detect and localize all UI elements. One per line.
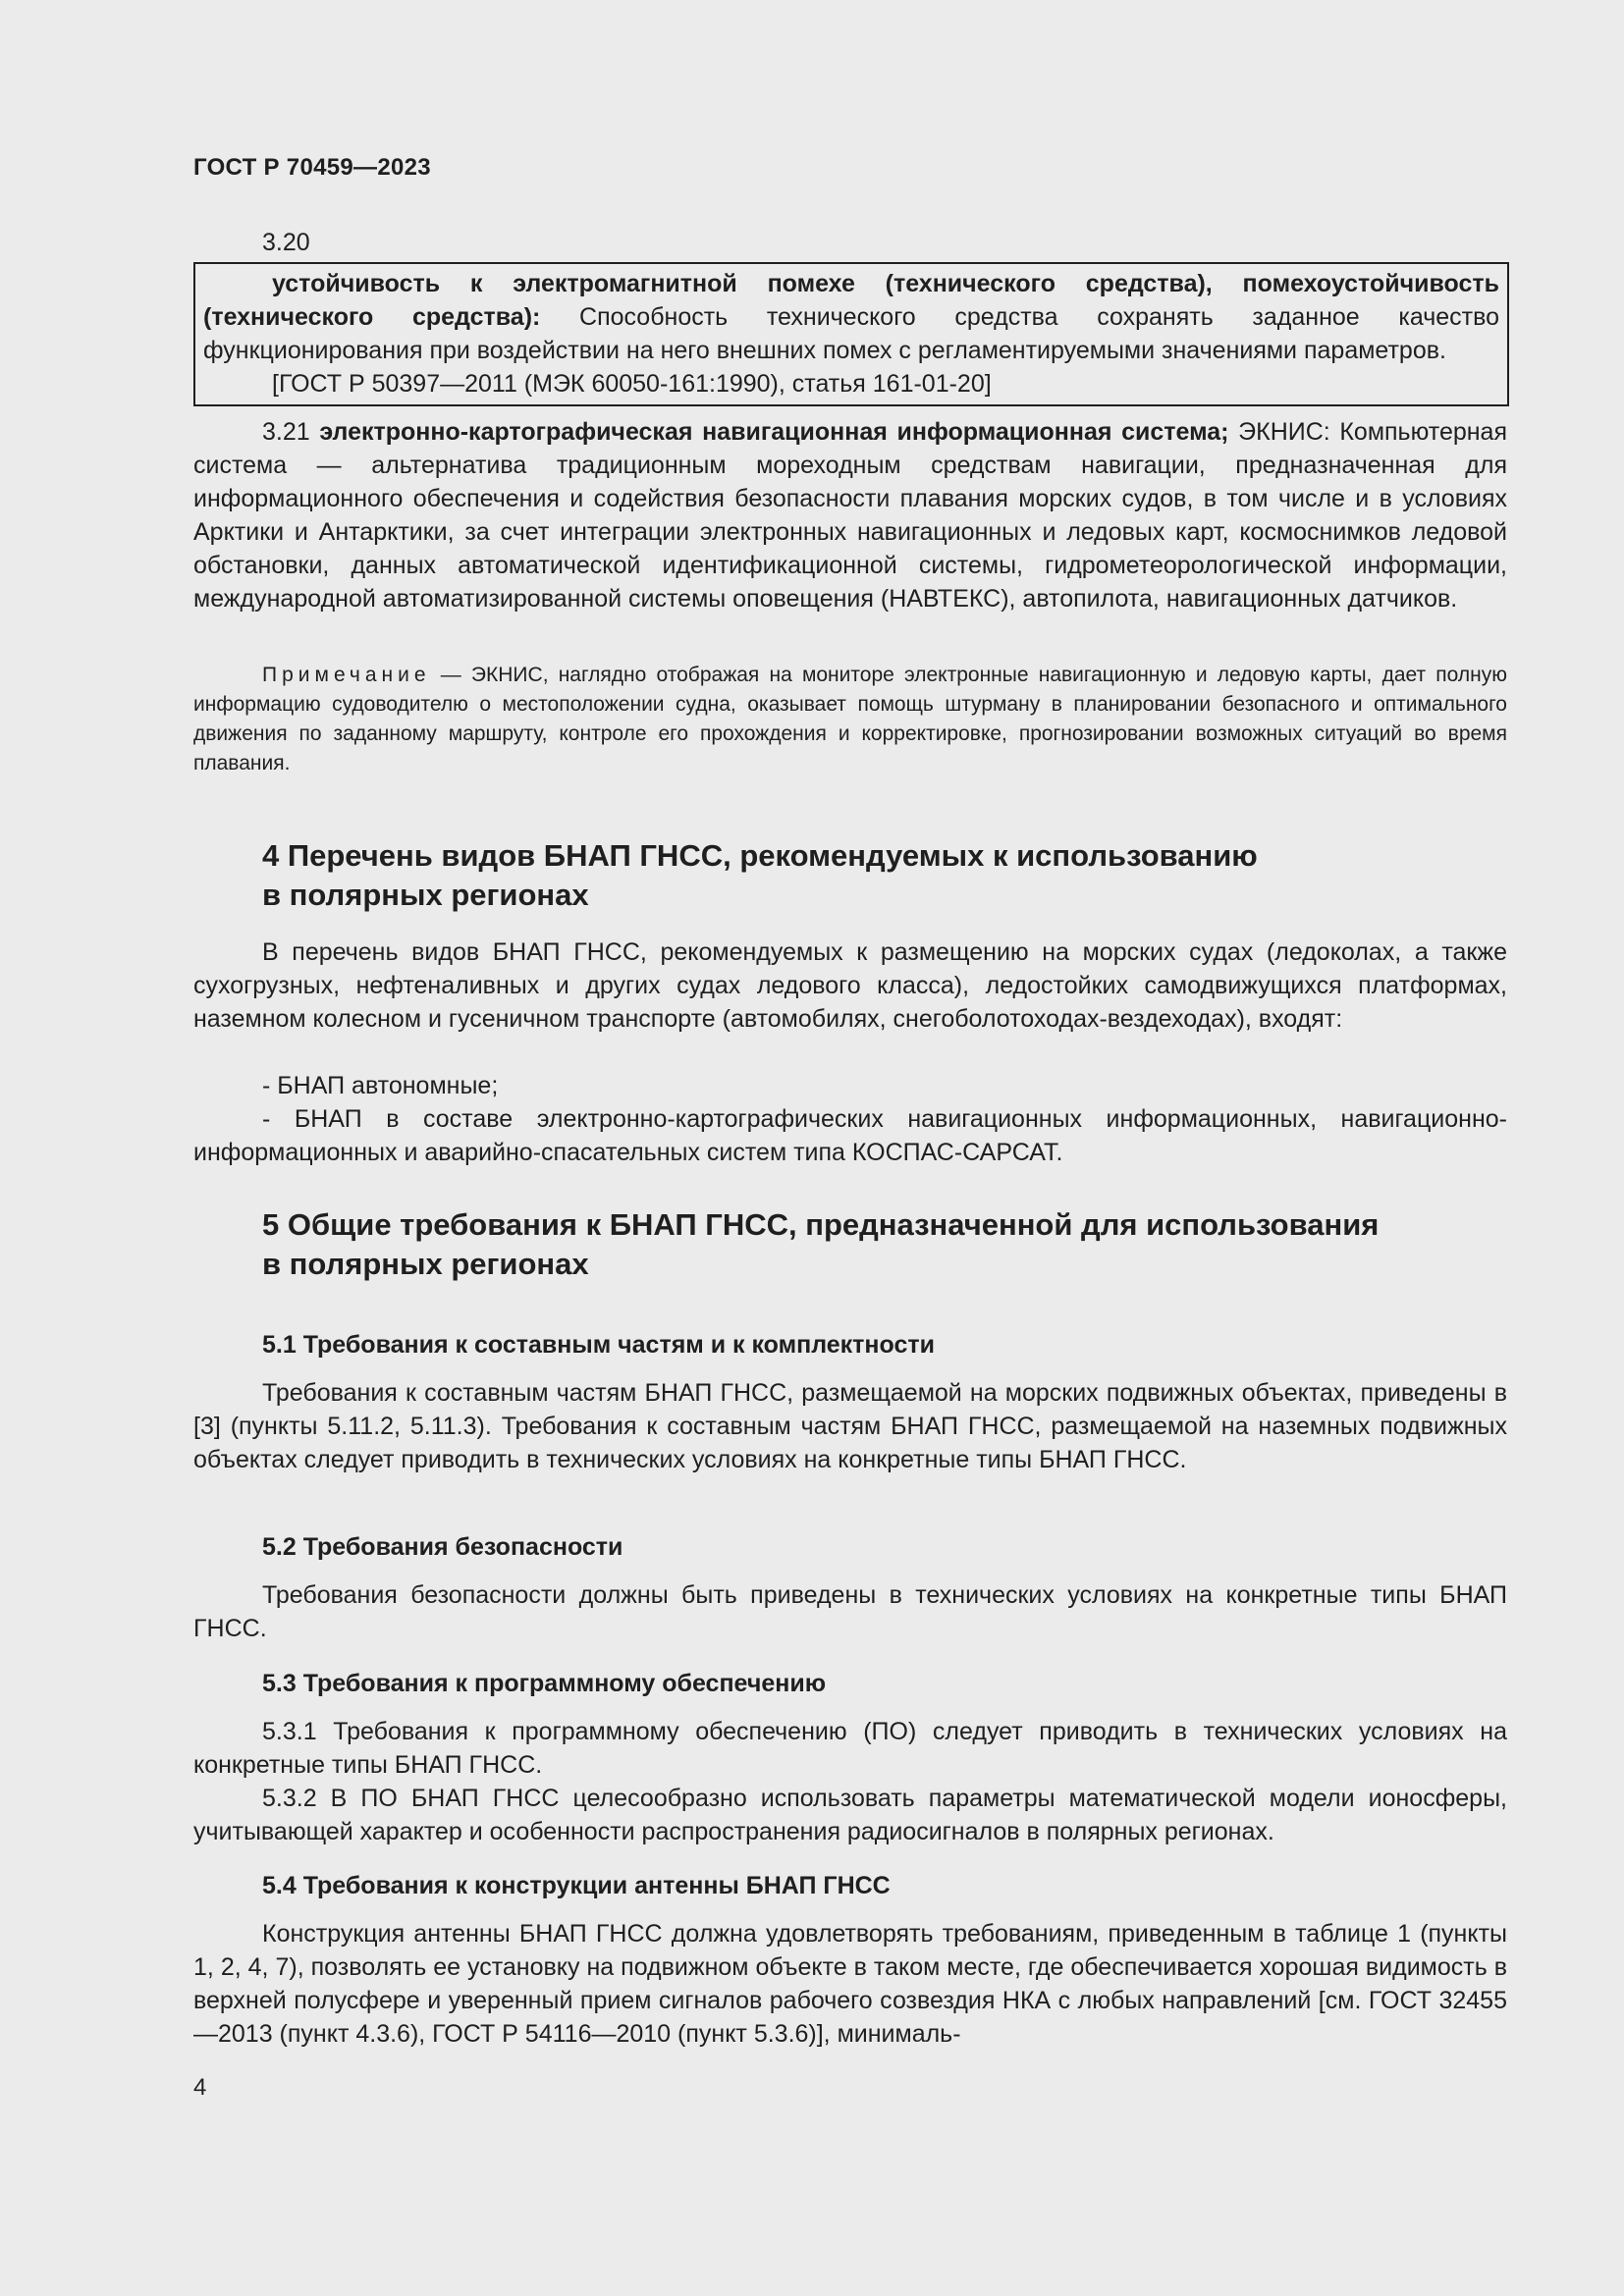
section-4-item-2: - БНАП в составе электронно-картографических навигационных информационных, навигационно-информационных и аварийно-спасательных систем типа КОСПАС-САРСАТ. xyxy=(193,1105,1507,1166)
document-header: ГОСТ Р 70459—2023 xyxy=(193,154,431,181)
note-text: — ЭКНИС, наглядно отображая на мониторе электронные навигационную и ледовую карты, дает полную информацию судоводителю о местоположении судна, оказывает помощь штурману в планировании безопасного и оптимального движения по заданному маршруту, контроле его прохождения и корректировке, прогнозировании возможных ситуаций во время плавания. xyxy=(193,664,1507,774)
note-label: Примечание xyxy=(262,664,431,686)
term-3-20-source: [ГОСТ Р 50397—2011 (МЭК 60050-161:1990), статья 161-01-20] xyxy=(272,370,992,398)
section-5-2-title: 5.2 Требования безопасности xyxy=(262,1533,623,1561)
section-5-1-text: Требования к составным частям БНАП ГНСС, размещаемой на морских подвижных объектах, приведены в [3] (пункты 5.11.2, 5.11.3). Требования к составным частям БНАП ГНСС, размещаемой на наземных подвижных объектах следует приводить в технических условиях на конкретные типы БНАП ГНСС. xyxy=(193,1379,1507,1473)
section-5-3-1: 5.3.1 Требования к программному обеспечению (ПО) следует приводить в технических условиях на конкретные типы БНАП ГНСС. xyxy=(193,1718,1507,1779)
term-3-21-term: электронно-картографическая навигационная информационная система; xyxy=(319,418,1229,446)
page-number: 4 xyxy=(193,2074,207,2101)
section-5-2-text: Требования безопасности должны быть приведены в технических условиях на конкретные типы БНАП ГНСС. xyxy=(193,1581,1507,1642)
term-3-21 xyxy=(193,415,1507,615)
term-3-20-box xyxy=(193,262,1509,406)
section-5-4-title: 5.4 Требования к конструкции антенны БНАП ГНСС xyxy=(262,1872,891,1899)
section-5-title-line1: 5 Общие требования к БНАП ГНСС, предназначенной для использования xyxy=(262,1207,1380,1242)
section-5-3-title: 5.3 Требования к программному обеспечению xyxy=(262,1670,827,1697)
section-4-title-line1: 4 Перечень видов БНАП ГНСС, рекомендуемых к использованию xyxy=(262,838,1258,873)
term-3-20-text xyxy=(203,267,1499,367)
note-paragraph xyxy=(193,661,1507,778)
section-5-4-text: Конструкция антенны БНАП ГНСС должна удовлетворять требованиям, приведенным в таблице 1 (пункты 1, 2, 4, 7), позволять ее установку на подвижном объекте в таком месте, где обеспечивается хорошая видимость в верхней полусфере и уверенный прием сигналов рабочего созвездия НКА с любых направлений [см. ГОСТ 32455—2013 (пункт 4.3.6), ГОСТ Р 54116—2010 (пункт 5.3.6)], минималь- xyxy=(193,1920,1507,2048)
section-4-intro: В перечень видов БНАП ГНСС, рекомендуемых к размещению на морских судах (ледоколах, а также сухогрузных, нефтеналивных и других судах ледового класса), ледостойких самодвижущихся платформах, наземном колесном и гусеничном транспорте (автомобилях, снегоболотоходах-вездеходах), входят: xyxy=(193,938,1507,1033)
term-3-20-number: 3.20 xyxy=(262,229,310,256)
term-3-20-term: устойчивость к электромагнитной помехе (технического средства), помехоустойчивость (технического средства): xyxy=(203,270,1499,331)
term-3-21-definition: ЭКНИС: Компьютерная система — альтернатива традиционным мореходным средствам навигации, предназначенная для информационного обеспечения и содействия безопасности плавания морских судов, в том числе и в условиях Арктики и Антарктики, за счет интеграции электронных навигационных и ледовых карт, космоснимков ледовой обстановки, данных автоматической идентификационной системы, гидрометеорологической информации, международной автоматизированной системы оповещения (НАВТЕКС), автопилота, навигационных датчиков. xyxy=(193,418,1507,613)
term-3-20-definition: Способность технического средства сохранять заданное качество функционирования при воздействии на него внешних помех с регламентируемыми значениями параметров. xyxy=(203,303,1499,364)
section-4-heading xyxy=(193,836,1507,915)
term-3-21-number: 3.21 xyxy=(262,418,310,446)
section-5-1-title: 5.1 Требования к составным частям и к комплектности xyxy=(262,1331,935,1359)
section-4-item-1: - БНАП автономные; xyxy=(262,1072,499,1099)
section-4-title-line2: в полярных регионах xyxy=(262,878,589,912)
section-5-3-2: 5.3.2 В ПО БНАП ГНСС целесообразно использовать параметры математической модели ионосферы, учитывающей характер и особенности распространения радиосигналов в полярных регионах. xyxy=(193,1785,1507,1845)
section-5-heading xyxy=(193,1205,1507,1284)
section-5-title-line2: в полярных регионах xyxy=(262,1247,589,1281)
